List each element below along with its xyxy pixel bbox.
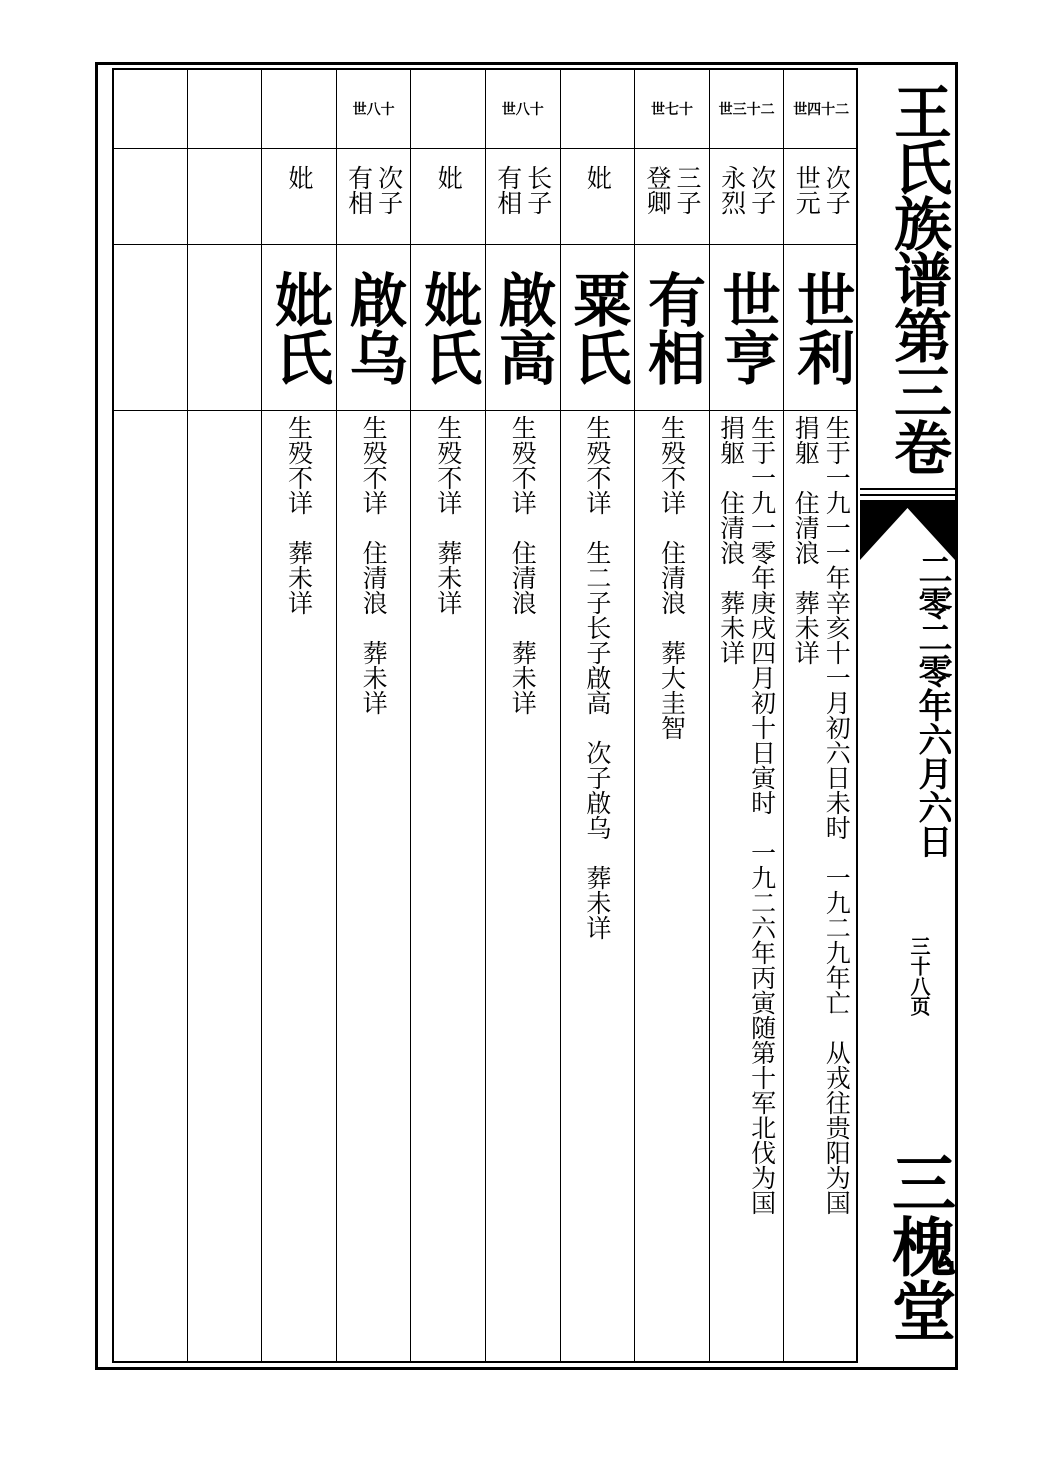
genealogy-column xyxy=(261,70,336,1361)
biography-cell xyxy=(635,415,709,1355)
page-number: 三十八页 xyxy=(907,936,931,1016)
relation-parent: 有相 xyxy=(493,165,523,215)
generation-label xyxy=(411,70,485,148)
relation-cell xyxy=(486,165,560,245)
biography-cell xyxy=(486,415,560,1355)
relation-cell xyxy=(337,165,411,245)
biography-cell xyxy=(784,415,858,1355)
person-name: 啟乌 xyxy=(339,270,408,386)
person-name-cell xyxy=(411,270,485,405)
relation-cell xyxy=(411,165,485,245)
person-name: 妣氏 xyxy=(414,270,483,386)
relation-parent: 妣 xyxy=(284,165,314,190)
biography-text: 生于一九一零年庚戌四月初十日寅时 一九二六年丙寅随第十军北伐为国 捐躯 住清浪 葬未详 xyxy=(716,415,777,1215)
side-header xyxy=(860,68,955,1363)
relation-cell xyxy=(710,165,784,245)
biography-text: 生殁不详 住清浪 葬未详 xyxy=(359,415,389,715)
hall-name: 三槐堂 xyxy=(881,1150,956,1342)
relation-cell xyxy=(112,165,187,245)
generation-label xyxy=(262,70,336,148)
person-name-cell xyxy=(486,270,560,405)
genealogy-column xyxy=(560,70,635,1361)
relation-parent: 永烈 xyxy=(717,165,747,215)
person-name-cell xyxy=(337,270,411,405)
genealogy-column xyxy=(485,70,560,1361)
genealogy-table xyxy=(112,68,858,1363)
genealogy-column xyxy=(709,70,784,1361)
relation-order: 三子 xyxy=(672,165,702,215)
person-name-cell xyxy=(262,270,336,405)
relation-parent: 有相 xyxy=(344,165,374,215)
genealogy-column xyxy=(187,70,262,1361)
generation-label: 世八十 xyxy=(352,102,395,118)
relation-parent: 登卿 xyxy=(642,165,672,215)
biography-text: 生殁不详 住清浪 葬大圭智 xyxy=(657,415,687,740)
generation-label xyxy=(112,70,187,148)
generation-label: 世八十 xyxy=(501,102,544,118)
relation-cell xyxy=(561,165,635,245)
book-title: 王氏族谱第三卷 xyxy=(884,82,952,474)
genealogy-column xyxy=(783,70,858,1361)
genealogy-column xyxy=(410,70,485,1361)
person-name: 世利 xyxy=(787,270,856,386)
person-name-cell xyxy=(112,270,187,405)
person-name: 啟高 xyxy=(488,270,557,386)
biography-text: 生殁不详 住清浪 葬未详 xyxy=(508,415,538,715)
genealogy-column xyxy=(112,70,187,1361)
title-rule-2 xyxy=(860,494,955,496)
relation-order: 次子 xyxy=(747,165,777,215)
biography-cell xyxy=(337,415,411,1355)
title-rule-1 xyxy=(860,488,955,490)
person-name-cell xyxy=(784,270,858,405)
relation-cell xyxy=(784,165,858,245)
publish-date: 二零二零年六月六日 xyxy=(912,552,952,858)
relation-cell xyxy=(188,165,262,245)
person-name: 世亨 xyxy=(712,270,781,386)
generation-label xyxy=(561,70,635,148)
generation-label xyxy=(188,70,262,148)
biography-text: 生于一九一一年辛亥十一月初六日未时 一九二九年亡 从戎往贵阳为国 捐躯 住清浪 葬未详 xyxy=(791,415,852,1215)
genealogy-column xyxy=(634,70,709,1361)
relation-cell xyxy=(262,165,336,245)
generation-label: 世三十二 xyxy=(718,102,775,118)
biography-cell xyxy=(710,415,784,1355)
person-name-cell xyxy=(635,270,709,405)
relation-parent: 世元 xyxy=(792,165,822,215)
biography-cell xyxy=(262,415,336,1355)
generation-label: 世四十二 xyxy=(793,102,850,118)
relation-order: 次子 xyxy=(822,165,852,215)
genealogy-column xyxy=(336,70,411,1361)
person-name: 妣氏 xyxy=(264,270,333,386)
person-name-cell xyxy=(710,270,784,405)
biography-cell xyxy=(112,415,187,1355)
biography-cell xyxy=(188,415,262,1355)
person-name-cell xyxy=(561,270,635,405)
relation-order: 次子 xyxy=(374,165,404,215)
biography-text: 生殁不详 生二子长子啟高 次子啟乌 葬未详 xyxy=(582,415,612,940)
person-name: 有相 xyxy=(637,270,706,386)
biography-cell xyxy=(411,415,485,1355)
biography-text: 生殁不详 葬未详 xyxy=(433,415,463,615)
person-name: 粟氏 xyxy=(563,270,632,386)
relation-cell xyxy=(635,165,709,245)
relation-order: 长子 xyxy=(523,165,553,215)
relation-parent: 妣 xyxy=(583,165,613,190)
biography-text: 生殁不详 葬未详 xyxy=(284,415,314,615)
biography-cell xyxy=(561,415,635,1355)
person-name-cell xyxy=(188,270,262,405)
relation-parent: 妣 xyxy=(434,165,464,190)
generation-label: 世七十 xyxy=(650,102,693,118)
